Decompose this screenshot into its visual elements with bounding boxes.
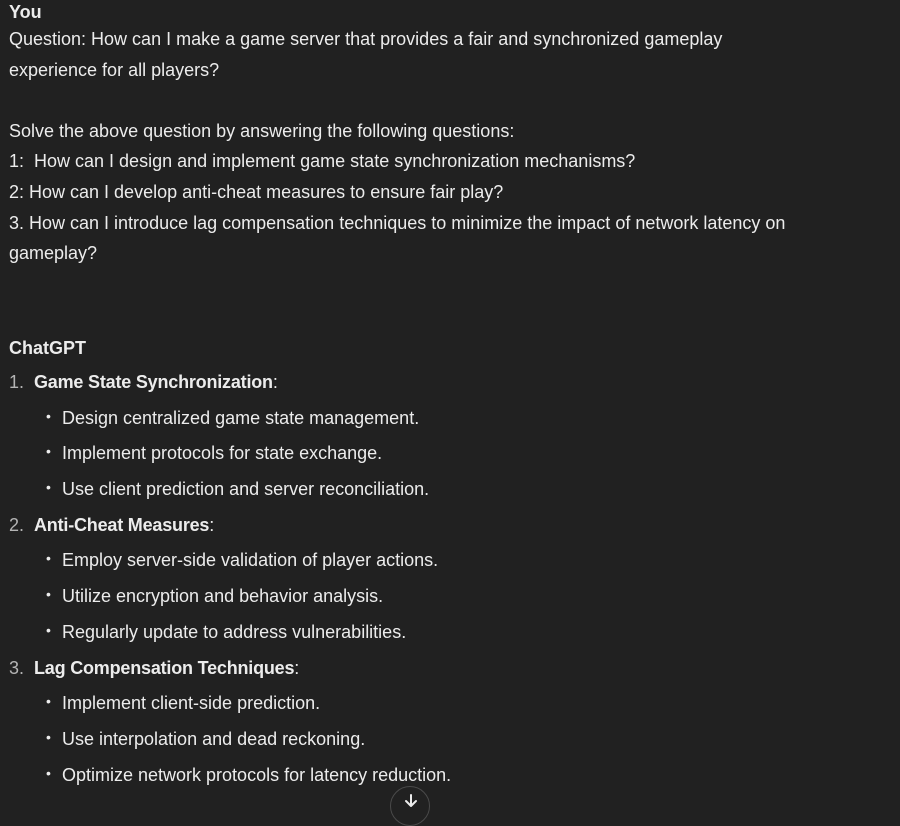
section-bullets [9,691,893,798]
assistant-author-label: ChatGPT [9,338,87,358]
bullet-icon: • [46,407,51,424]
scroll-to-bottom-button[interactable] [390,786,430,826]
user-message-line: gameplay? [9,243,98,264]
section-bullets [9,406,893,513]
list-item-text: Optimize network protocols for latency reduction. [62,764,452,785]
list-item [9,620,893,656]
list-item [9,691,893,727]
section-colon: : [272,372,278,392]
section-title: Lag Compensation Techniques [34,657,295,678]
list-item [9,548,893,584]
bullet-icon: • [46,479,51,496]
section-title: Game State Synchronization [34,372,273,392]
user-message-line: Solve the above question by answering the following questions: [9,120,515,141]
bullet-icon: • [46,729,51,746]
section-number: 1. [9,372,25,392]
section-heading [9,656,893,692]
user-message-line: Question: How can I make a game server that provides a fair and synchronized gameplay [9,29,723,49]
section-title: Anti-Cheat Measures [34,514,210,535]
list-item [9,441,893,477]
section-colon: : [209,514,215,535]
list-item-text: Use client prediction and server reconciliation. [62,479,430,500]
bullet-icon: • [46,443,51,460]
list-item-text: Design centralized game state management. [62,407,420,428]
bullet-icon: • [46,621,51,638]
assistant-message [9,336,893,799]
user-author-label: You [9,2,42,22]
assistant-response-list [9,370,893,799]
section-bullets [9,548,893,655]
bullet-icon: • [46,586,51,603]
list-item [9,584,893,620]
list-item-text: Implement protocols for state exchange. [62,443,383,464]
list-item [9,477,893,513]
bullet-icon: • [46,764,51,781]
user-message-line [9,85,893,116]
list-item [9,763,893,799]
user-message-line: 1: How can I design and implement game state synchronization mechanisms? [9,151,636,172]
user-message-line: 3. How can I introduce lag compensation techniques to minimize the impact of network latency on [9,212,786,233]
response-section [9,370,893,513]
bullet-icon: • [46,693,51,710]
section-heading [9,513,893,549]
user-message [9,0,893,269]
list-item [9,406,893,442]
section-colon: : [294,657,300,678]
bullet-icon: • [46,550,51,567]
list-item-text: Regularly update to address vulnerabilities. [62,621,407,642]
section-number: 3. [9,657,25,678]
section-heading [9,370,893,406]
list-item-text: Utilize encryption and behavior analysis. [62,586,384,607]
list-item-text: Use interpolation and dead reckoning. [62,729,366,750]
arrow-down-icon [403,793,419,809]
list-item-text: Employ server-side validation of player actions. [62,550,439,571]
response-section [9,513,893,656]
list-item-text: Implement client-side prediction. [62,693,321,714]
user-message-line: 2: How can I develop anti-cheat measures to ensure fair play? [9,181,504,202]
list-item [9,727,893,763]
chat-thread [9,0,893,785]
user-message-text [9,24,893,269]
response-section [9,656,893,799]
section-number: 2. [9,514,25,535]
user-message-line: experience for all players? [9,59,220,80]
